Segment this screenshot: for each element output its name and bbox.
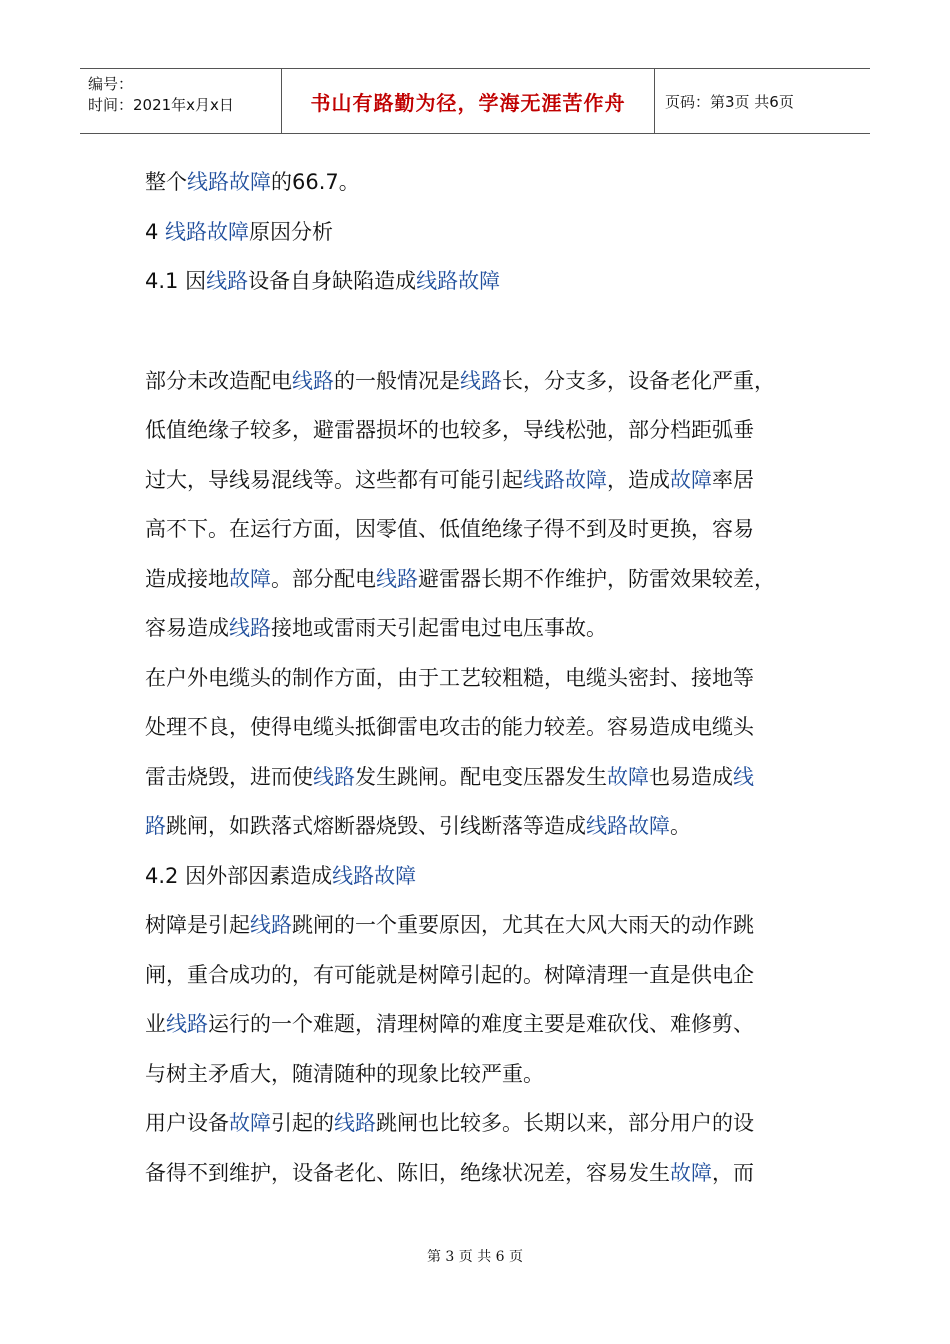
footer-page-number: 第 3 页 共 6 页 <box>426 1249 524 1265</box>
text-line <box>145 802 830 852</box>
text-segment: 4.1 因 <box>145 269 207 293</box>
text-segment: 在户外电缆头的制作方面，由于工艺较粗糙，电缆头密封、接地等 <box>145 665 754 690</box>
text-segment: 率居 <box>712 467 754 492</box>
keyword-highlight: 故障 <box>229 1111 271 1135</box>
keyword-highlight: 线路 <box>166 1012 208 1036</box>
keyword-highlight: 故障 <box>229 566 271 591</box>
text-segment: 业 <box>145 1012 166 1036</box>
text-segment: 整个 <box>145 170 187 194</box>
text-segment: 跳闸的一个重要原因，尤其在大风大雨天的动作跳 <box>292 913 754 937</box>
text-segment: 设备自身缺陷造成 <box>248 269 417 293</box>
keyword-highlight: 线路故障 <box>165 219 250 244</box>
text-line <box>145 208 830 258</box>
text-line <box>145 1099 830 1149</box>
header-meta-cell <box>80 69 282 133</box>
document-body <box>145 158 830 1198</box>
text-segment: 雷击烧毁，进而使 <box>145 764 313 789</box>
document-number-label: 编号： <box>88 75 134 93</box>
text-segment: 发生跳闸。配电变压器发生 <box>355 764 607 789</box>
text-segment: 4.2 因外部因素造成 <box>145 863 333 888</box>
keyword-highlight: 路 <box>145 814 166 838</box>
text-line <box>145 852 830 902</box>
keyword-highlight: 线路 <box>334 1111 376 1135</box>
text-segment: 引起的 <box>271 1111 334 1135</box>
text-segment: ，而 <box>712 1160 754 1185</box>
text-line <box>145 951 830 1001</box>
text-line <box>145 753 830 803</box>
text-line <box>145 1000 830 1050</box>
keyword-highlight: 线路故障 <box>332 863 417 888</box>
text-line <box>145 406 830 456</box>
keyword-highlight: 线路 <box>460 368 502 393</box>
text-segment: 闸，重合成功的，有可能就是树障引起的。树障清理一直是供电企 <box>145 962 754 987</box>
text-line <box>145 654 830 704</box>
text-segment: 运行的一个难题，清理树障的难度主要是难砍伐、难修剪、 <box>208 1012 754 1036</box>
text-segment: 4 <box>145 219 166 244</box>
text-segment: 原因分析 <box>249 219 334 244</box>
keyword-highlight: 线路 <box>376 566 418 591</box>
text-line <box>145 357 830 407</box>
text-line <box>145 257 830 307</box>
keyword-highlight: 故障 <box>670 467 712 492</box>
keyword-highlight: 线路故障 <box>187 170 271 194</box>
keyword-highlight: 故障 <box>670 1160 712 1185</box>
text-segment: 用户设备 <box>145 1111 229 1135</box>
keyword-highlight: 线 <box>733 764 754 789</box>
text-segment: 造成接地 <box>145 566 229 591</box>
text-line <box>145 505 830 555</box>
page-header <box>80 68 870 134</box>
text-segment: 树障是引起 <box>145 913 250 937</box>
keyword-highlight: 线路故障 <box>523 467 607 492</box>
text-segment: 处理不良，使得电缆头抵御雷电攻击的能力较差。容易造成电缆头 <box>145 715 754 739</box>
text-segment: 部分未改造配电 <box>145 368 292 393</box>
page-footer <box>0 1246 950 1266</box>
text-segment: 长，分支多，设备老化严重， <box>502 368 775 393</box>
keyword-highlight: 线路 <box>229 616 271 640</box>
text-line <box>145 1149 830 1199</box>
keyword-highlight: 线路 <box>206 269 249 293</box>
text-line <box>145 158 830 208</box>
text-segment: 容易造成 <box>145 616 229 640</box>
keyword-highlight: 线路故障 <box>416 269 501 293</box>
text-segment: 与树主矛盾大，随清随种的现象比较严重。 <box>145 1061 544 1086</box>
keyword-highlight: 线路故障 <box>586 814 670 838</box>
header-page-cell <box>655 69 870 133</box>
text-segment: 低值绝缘子较多，避雷器损坏的也较多，导线松弛，部分档距弧垂 <box>145 418 754 442</box>
text-line <box>145 901 830 951</box>
text-segment: 的一般情况是 <box>334 368 460 393</box>
text-segment: 跳闸也比较多。长期以来，部分用户的设 <box>376 1111 754 1135</box>
keyword-highlight: 线路 <box>292 368 334 393</box>
text-segment: 高不下。在运行方面，因零值、低值绝缘子得不到及时更换，容易 <box>145 517 754 541</box>
keyword-highlight: 线路 <box>250 913 292 937</box>
text-segment: 跳闸，如跌落式熔断器烧毁、引线断落等造成 <box>166 814 586 838</box>
text-line <box>145 1050 830 1100</box>
text-line <box>145 456 830 506</box>
text-line <box>145 604 830 654</box>
header-motto: 书山有路勤为径，学海无涯苦作舟 <box>310 90 626 115</box>
text-segment: 过大，导线易混线等。这些都有可能引起 <box>145 467 523 492</box>
text-segment: 接地或雷雨天引起雷电过电压事故。 <box>271 616 607 640</box>
keyword-highlight: 线路 <box>313 764 355 789</box>
text-line <box>145 703 830 753</box>
header-page-info: 页码：第3页 共6页 <box>665 92 794 111</box>
text-segment: 。 <box>670 814 691 838</box>
text-segment: 。部分配电 <box>271 566 376 591</box>
keyword-highlight: 故障 <box>607 764 649 789</box>
text-segment: 避雷器长期不作维护，防雷效果较差， <box>418 566 775 591</box>
text-line <box>145 555 830 605</box>
header-motto-cell <box>282 69 655 133</box>
text-segment: ，造成 <box>607 467 670 492</box>
document-date: 时间：2021年x月x日 <box>88 96 234 114</box>
text-segment: 备得不到维护，设备老化、陈旧，绝缘状况差，容易发生 <box>145 1160 670 1185</box>
text-segment: 的66.7。 <box>271 170 360 194</box>
text-segment: 也易造成 <box>649 764 733 789</box>
